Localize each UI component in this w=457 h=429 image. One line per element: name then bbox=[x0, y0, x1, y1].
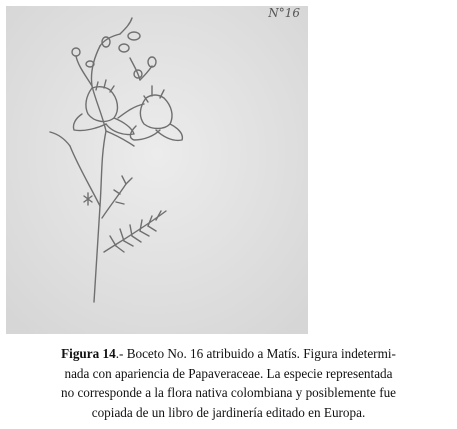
caption-line-2: nada con apariencia de Papaveraceae. La especie representada bbox=[64, 365, 393, 381]
plate-number: N°16 bbox=[268, 6, 300, 20]
figure-caption bbox=[0, 344, 457, 422]
caption-line-1-text: .- Boceto No. 16 atribuido a Matís. Figura indetermi- bbox=[115, 346, 396, 361]
figure-label: Figura 14 bbox=[61, 346, 116, 361]
caption-line-4: copiada de un libro de jardinería editado en Europa. bbox=[91, 404, 366, 420]
caption-line-1 bbox=[0, 344, 457, 364]
botanical-sketch-plate bbox=[6, 6, 308, 334]
caption-line-3: no corresponde a la flora nativa colombiana y posiblemente fue bbox=[60, 385, 397, 400]
plant-drawing bbox=[6, 6, 308, 334]
